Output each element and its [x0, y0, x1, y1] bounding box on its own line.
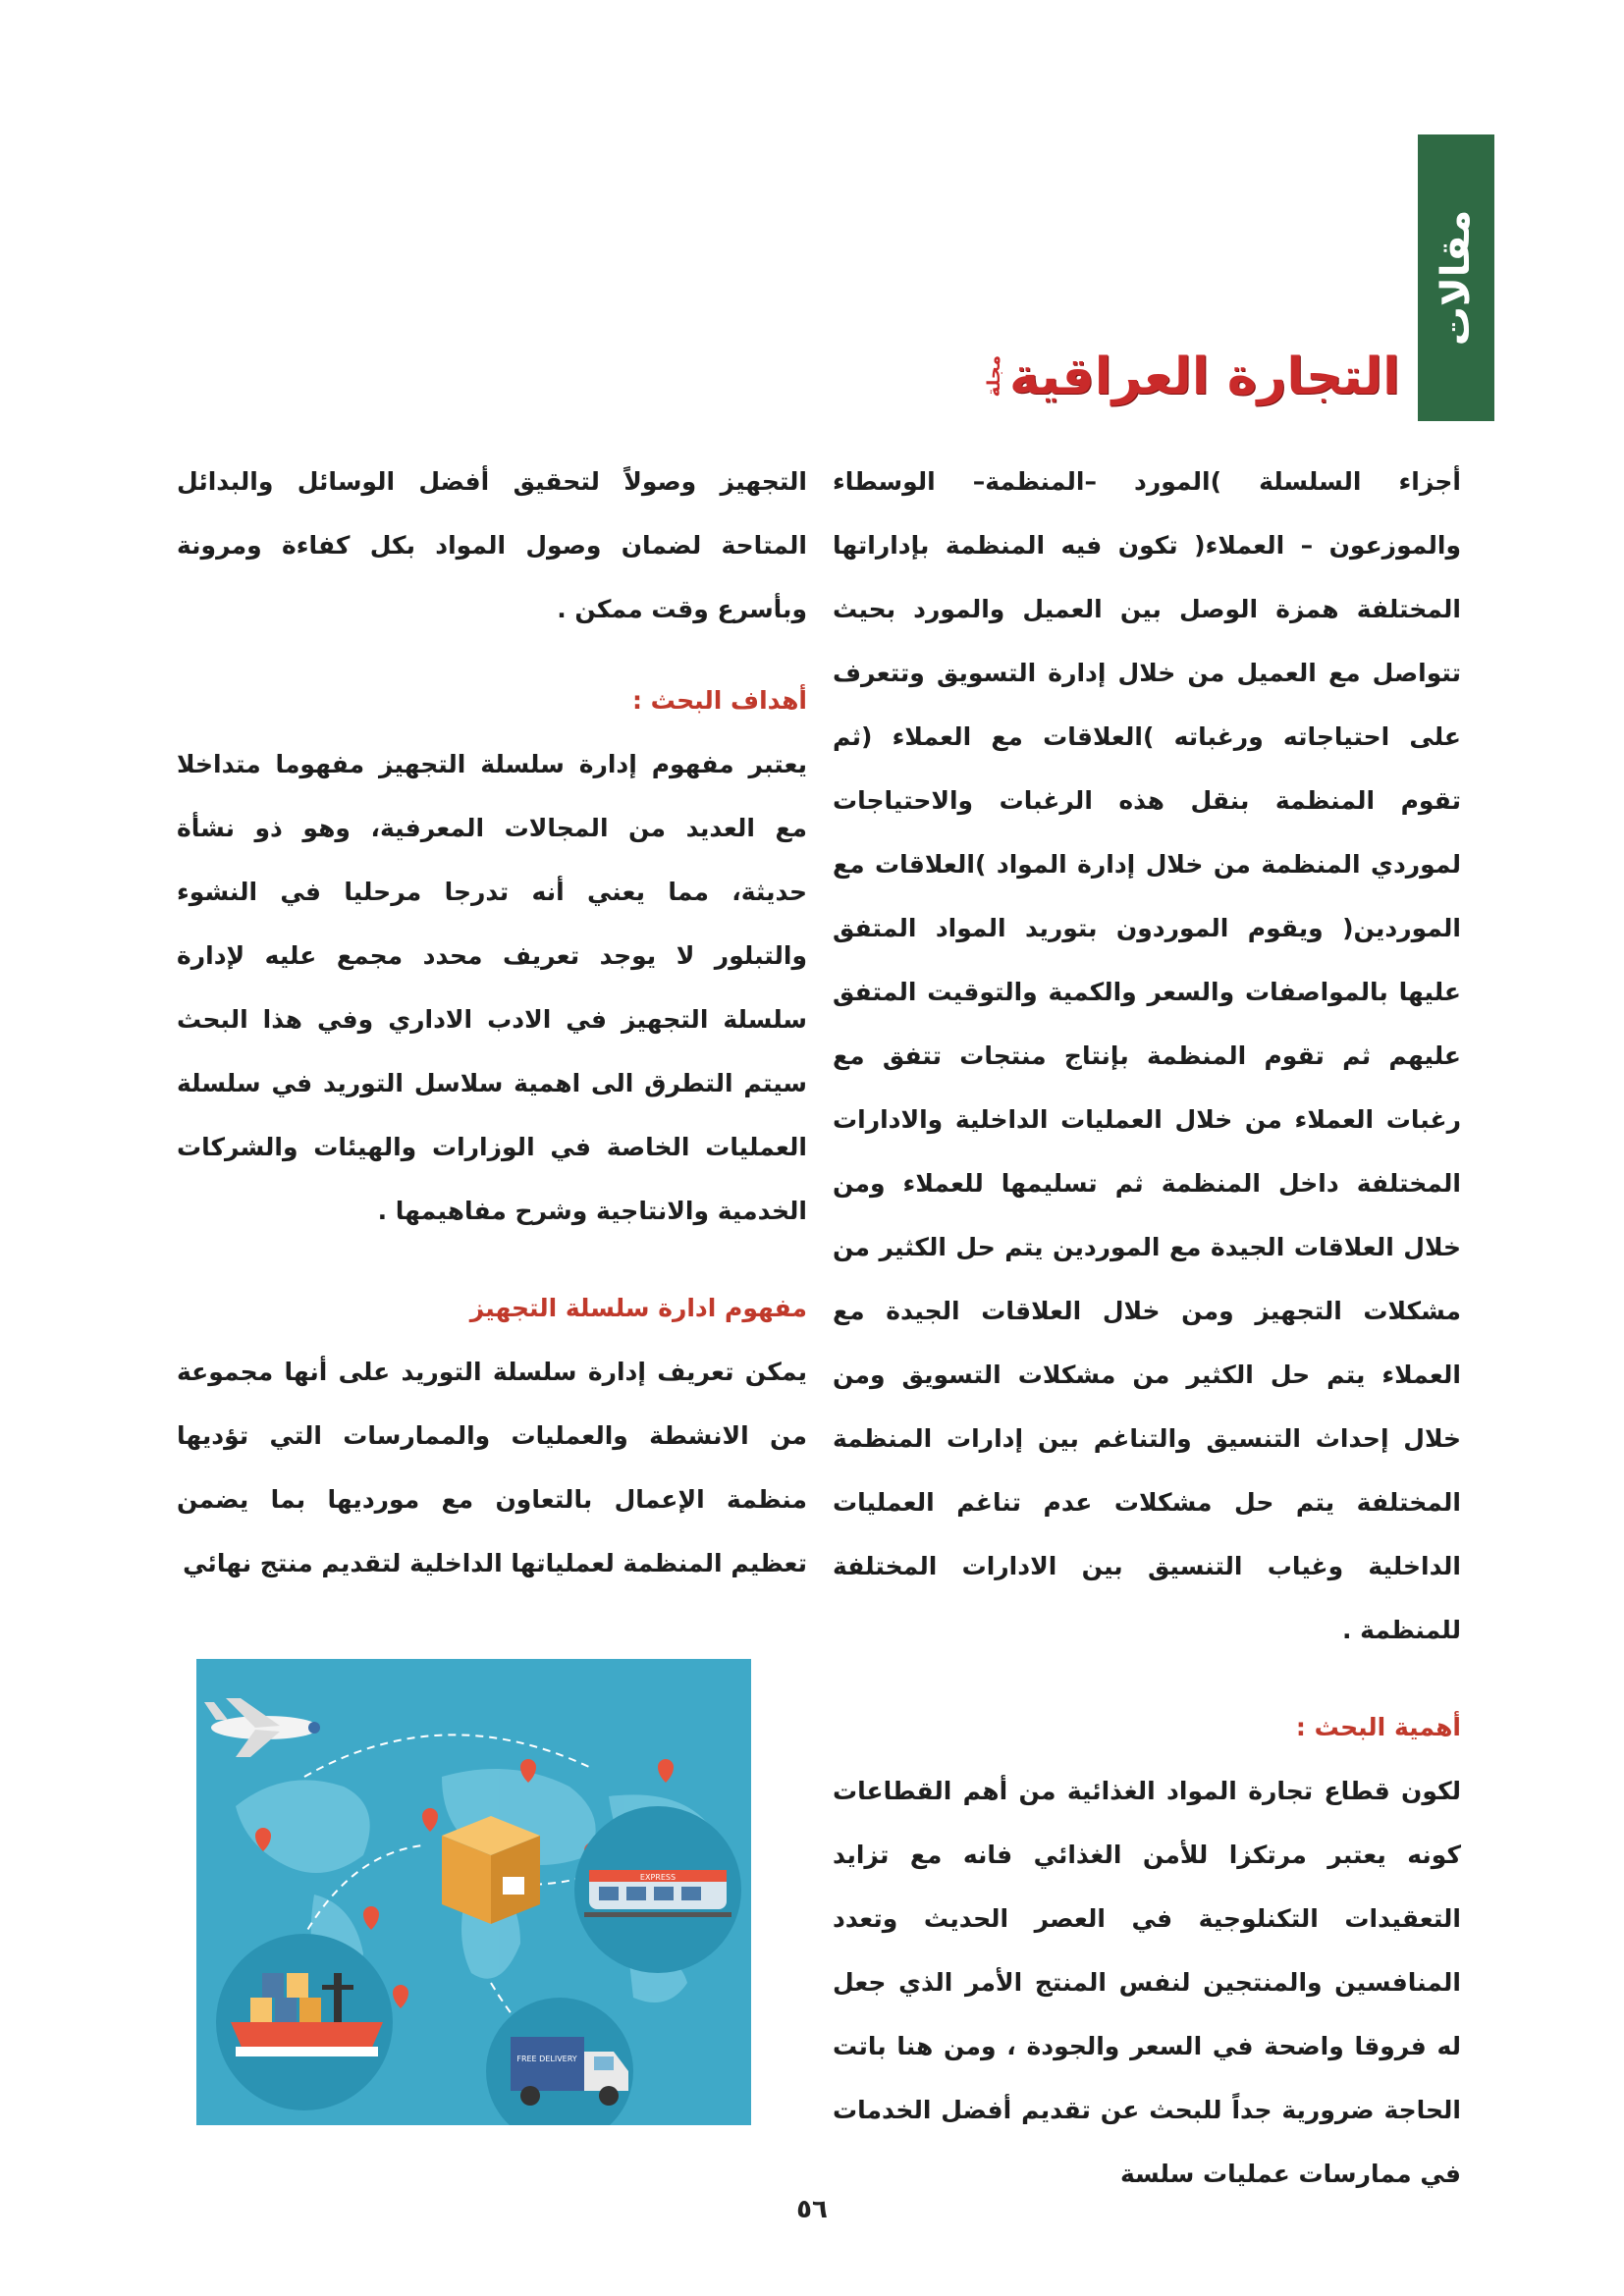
importance-paragraph: لكون قطاع تجارة المواد الغذائية من أهم القطاعات كونه يعتبر مرتكزا للأمن الغذائي فانه مع تزايد التعقيدات التكنلوجية في العصر الحديث وتعدد المنافسين والمنتجين لنفس المنتج الأمر الذي جعل له فروقا واضحة في السعر والجودة ، ومن هنا باتت الحاجة ضرورية جداً للبحث عن تقديم أفضل الخدمات في ممارسات عمليات سلسة: [833, 1777, 1461, 2188]
left-column: [177, 450, 807, 1595]
train-circle: [574, 1806, 741, 1973]
supply-chain-illustration: [196, 1659, 751, 2125]
train-label: EXPRESS: [639, 1873, 677, 1882]
magazine-prefix: مجلة: [984, 354, 1004, 397]
concept-paragraph: يمكن تعريف إدارة سلسلة التوريد على أنها مجموعة من الانشطة والعمليات والممارسات التي تؤديها منظمة الإعمال بالتعاون مع مورديها بما يضمن تعظيم المنظمة لعملياتها الداخلية لتقديم منتج نهائي: [177, 1358, 807, 1577]
page-number: ٥٦: [796, 2195, 828, 2224]
right-intro-paragraph: أجزاء السلسلة )المورد –المنظمة– الوسطاء والموزعون – العملاء( تكون فيه المنظمة بإداراتها المختلفة همزة الوصل بين العميل والمورد بحيث تتواصل مع العميل من خلال إدارة التسويق وتتعرف على احتياجاته ورغباته )العلاقات مع العملاء (ثم تقوم المنظمة بنقل هذه الرغبات والاحتياجات لموردي المنظمة من خلال إدارة المواد )العلاقات مع الموردين( ويقوم الموردون بتوريد المواد المتفق عليها بالمواصفات والسعر والكمية والتوقيت المتفق عليهم ثم تقوم المنظمة بإنتاج منتجات تتفق مع رغبات العملاء من خلال العمليات الداخلية والادارات المختلفة داخل المنظمة ثم تسليمها للعملاء ومن خلال العلاقات الجيدة مع الموردين يتم حل الكثير من مشكلات التجهيز ومن خلال العلاقات الجيدة مع العملاء يتم حل الكثير من مشكلات التسويق ومن خلال إحداث التنسيق والتناغم بين إدارات المنظمة المختلفة يتم حل مشكلات عدم تناغم العمليات الداخلية وغياب التنسيق بين الادارات المختلفة للمنظمة .: [833, 467, 1461, 1644]
objectives-heading: أهداف البحث :: [631, 686, 807, 715]
truck-label: FREE DELIVERY: [516, 2055, 577, 2063]
magazine-title: التجارة العراقية: [1009, 347, 1400, 406]
right-column: [833, 450, 1461, 2206]
importance-heading: أهمية البحث :: [1295, 1713, 1461, 1741]
package-box-icon: [442, 1816, 540, 1924]
section-tab: [1418, 134, 1494, 421]
objectives-paragraph: يعتبر مفهوم إدارة سلسلة التجهيز مفهوما متداخلا مع العديد من المجالات المعرفية، وهو ذو نشأة حديثة، مما يعني أنه تدرجا مرحليا في النشوء والتبلور لا يوجد تعريف محدد مجمع عليه لإدارة سلسلة التجهيز في الادب الاداري وفي هذا البحث سيتم التطرق الى اهمية سلاسل التوريد في سلسلة العمليات الخاصة في الوزارات والهيئات والشركات الخدمية والانتاجية وشرح مفاهيمها .: [177, 750, 807, 1225]
concept-heading: مفهوم ادارة سلسلة التجهيز: [469, 1294, 807, 1322]
magazine-masthead: [984, 347, 1400, 406]
section-tab-label: مقالات: [1434, 209, 1479, 347]
left-intro-paragraph: التجهيز وصولاً لتحقيق أفضل الوسائل والبدائل المتاحة لضمان وصول المواد بكل كفاءة ومرونة وبأسرع وقت ممكن .: [177, 467, 807, 623]
ship-circle: [216, 1934, 393, 2110]
